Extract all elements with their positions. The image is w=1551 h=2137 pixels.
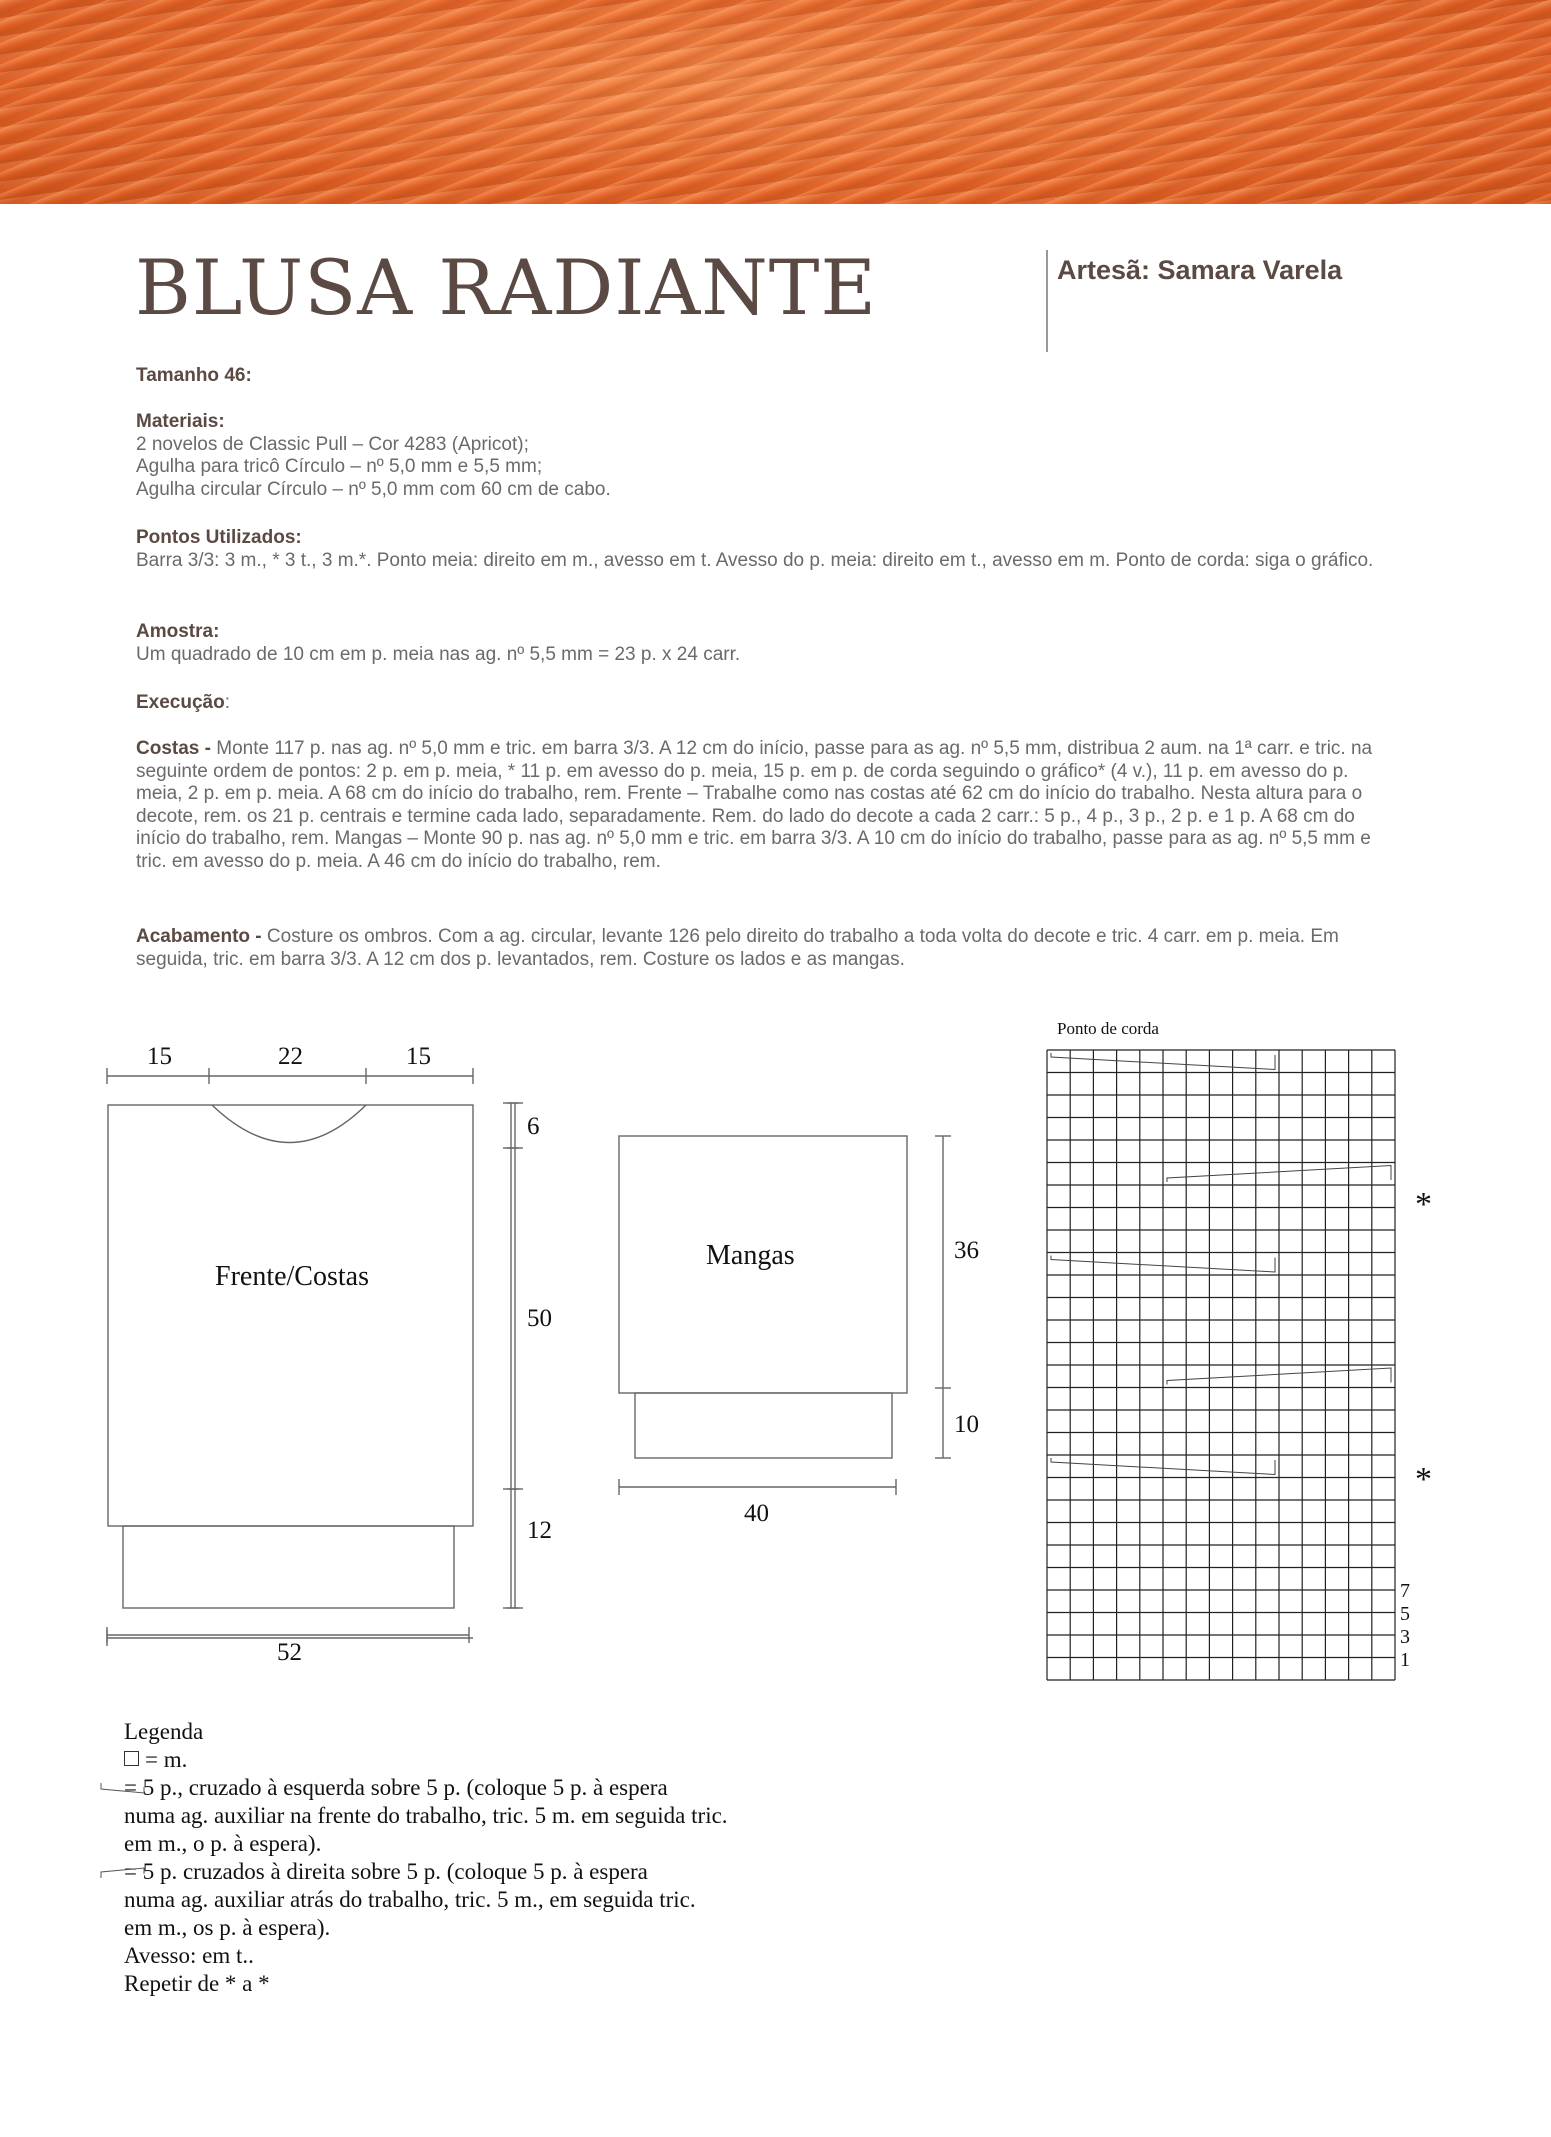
legend-right-cross-line: numa ag. auxiliar atrás do trabalho, tric. 5 m., em seguida tric. xyxy=(124,1887,696,1912)
legend-purl: Avesso: em t.. xyxy=(124,1943,254,1968)
cable-chart xyxy=(1030,1010,1450,1690)
finishing-label: Acabamento - xyxy=(136,926,267,947)
front-height-body: 50 xyxy=(527,1305,552,1332)
materials-line: Agulha circular Círculo – nº 5,0 mm com 60 cm de cabo. xyxy=(136,478,611,500)
finishing-text: Costure os ombros. Com a ag. circular, levante 126 pelo direito do trabalho a toda volta do decote e tric. 4 carr. em p. meia. Em seguida, tric. em barra 3/3. A 12 cm dos p. levantados, rem. Costure os lados e as mangas. xyxy=(136,926,1339,970)
chart-title: Ponto de corda xyxy=(1057,1019,1159,1038)
front-back-dimensions xyxy=(95,1030,565,1666)
legend xyxy=(124,1718,728,1998)
costas-label: Costas - xyxy=(136,738,217,759)
square-symbol-icon xyxy=(124,1751,139,1766)
front-height-rib: 12 xyxy=(527,1517,552,1544)
front-width-1: 15 xyxy=(147,1043,172,1070)
materials-line: Agulha para tricô Círculo – nº 5,0 mm e 5,5 mm; xyxy=(136,456,543,477)
gauge-text: Um quadrado de 10 cm em p. meia nas ag. nº 5,5 mm = 23 p. x 24 carr. xyxy=(136,643,741,665)
yarn-banner-image xyxy=(0,0,1551,204)
stitches-label: Pontos Utilizados: xyxy=(136,527,302,548)
size-label: Tamanho 46: xyxy=(136,365,252,386)
legend-square-row: = m. xyxy=(124,1746,728,1774)
chart-cables xyxy=(1051,1053,1391,1475)
row-number: 7 xyxy=(1400,1580,1410,1602)
sleeve-label: Mangas xyxy=(706,1240,795,1271)
legend-right-cross-line: em m., os p. à espera). xyxy=(124,1915,331,1940)
sleeve-diagram xyxy=(610,1125,990,1545)
title-divider xyxy=(1046,250,1048,352)
stitches-section xyxy=(136,527,1396,572)
repeat-marker-top: * xyxy=(1415,1186,1432,1223)
gauge-section xyxy=(136,621,1396,666)
materials-line: 2 novelos de Classic Pull – Cor 4283 (Apricot); xyxy=(136,433,529,455)
materials-label: Materiais: xyxy=(136,411,225,432)
front-back-label: Frente/Costas xyxy=(215,1261,369,1292)
execution-label: Execução xyxy=(136,692,225,713)
execution-heading: Execução: xyxy=(136,692,231,713)
materials-section xyxy=(136,411,1396,501)
legend-title: Legenda xyxy=(124,1719,204,1744)
author-credit: Artesã: Samara Varela xyxy=(1057,255,1343,285)
front-bottom-width: 52 xyxy=(277,1639,302,1666)
gauge-label: Amostra: xyxy=(136,621,220,642)
legend-left-cross-line: numa ag. auxiliar na frente do trabalho, tric. 5 m. em seguida tric. xyxy=(124,1803,728,1828)
right-cross-symbol-icon xyxy=(100,1866,148,1880)
sleeve-height-rib: 10 xyxy=(954,1411,979,1438)
repeat-marker-bottom: * xyxy=(1415,1461,1432,1498)
legend-left-cross-row: = 5 p., cruzado à esquerda sobre 5 p. (coloque 5 p. à espera xyxy=(124,1774,728,1802)
row-number: 1 xyxy=(1400,1649,1410,1671)
left-cross-symbol-icon xyxy=(100,1782,148,1796)
legend-right-cross-row: = 5 p. cruzados à direita sobre 5 p. (coloque 5 p. à espera xyxy=(124,1858,728,1886)
stitches-text: Barra 3/3: 3 m., * 3 t., 3 m.*. Ponto meia: direito em m., avesso em t. Avesso do p. meia: direito em t., avesso em m. Ponto de corda: siga o gráfico. xyxy=(136,549,1374,571)
costas-text: Monte 117 p. nas ag. nº 5,0 mm e tric. em barra 3/3. A 12 cm do início, passe para as ag. nº 5,5 mm, distribua 2 aum. na 1ª carr. e tric. na seguinte ordem de pontos: 2 p. em p. meia, * 11 p. em avesso do p. meia, 15 p. em p. de corda seguindo o gráfico* (4 v.), 11 p. em avesso do p. meia, 2 p. em p. meia. A 68 cm do início do trabalho, rem. Frente – Trabalhe como nas costas até 62 cm do início do trabalho. Nesta altura para o decote, rem. os 21 p. centrais e termine cada lado, separadamente. Rem. do lado do decote a cada 2 carr.: 5 p., 4 p., 3 p., 2 p. e 1 p. A 68 cm do início do trabalho, rem. Mangas – Monte 90 p. nas ag. nº 5,0 mm e tric. em barra 3/3. A 10 cm do início do trabalho, passe para as ag. nº 5,5 mm e tric. em avesso do p. meia. A 46 cm do início do trabalho, rem. xyxy=(136,738,1373,872)
row-number: 5 xyxy=(1400,1603,1410,1625)
front-height-neck: 6 xyxy=(527,1113,540,1140)
sleeve-bottom-width: 40 xyxy=(744,1500,769,1527)
finishing-section xyxy=(136,926,1396,971)
legend-left-cross-line: em m., o p. à espera). xyxy=(124,1831,322,1856)
row-number: 3 xyxy=(1400,1626,1410,1648)
page-title: BLUSA RADIANTE xyxy=(135,243,877,332)
costas-section xyxy=(136,738,1396,873)
legend-repeat: Repetir de * a * xyxy=(124,1971,270,1996)
front-width-2: 22 xyxy=(278,1043,303,1070)
chart-grid xyxy=(1047,1050,1395,1680)
size-line xyxy=(136,365,1396,388)
sleeve-height-body: 36 xyxy=(954,1237,979,1264)
front-width-3: 15 xyxy=(406,1043,431,1070)
